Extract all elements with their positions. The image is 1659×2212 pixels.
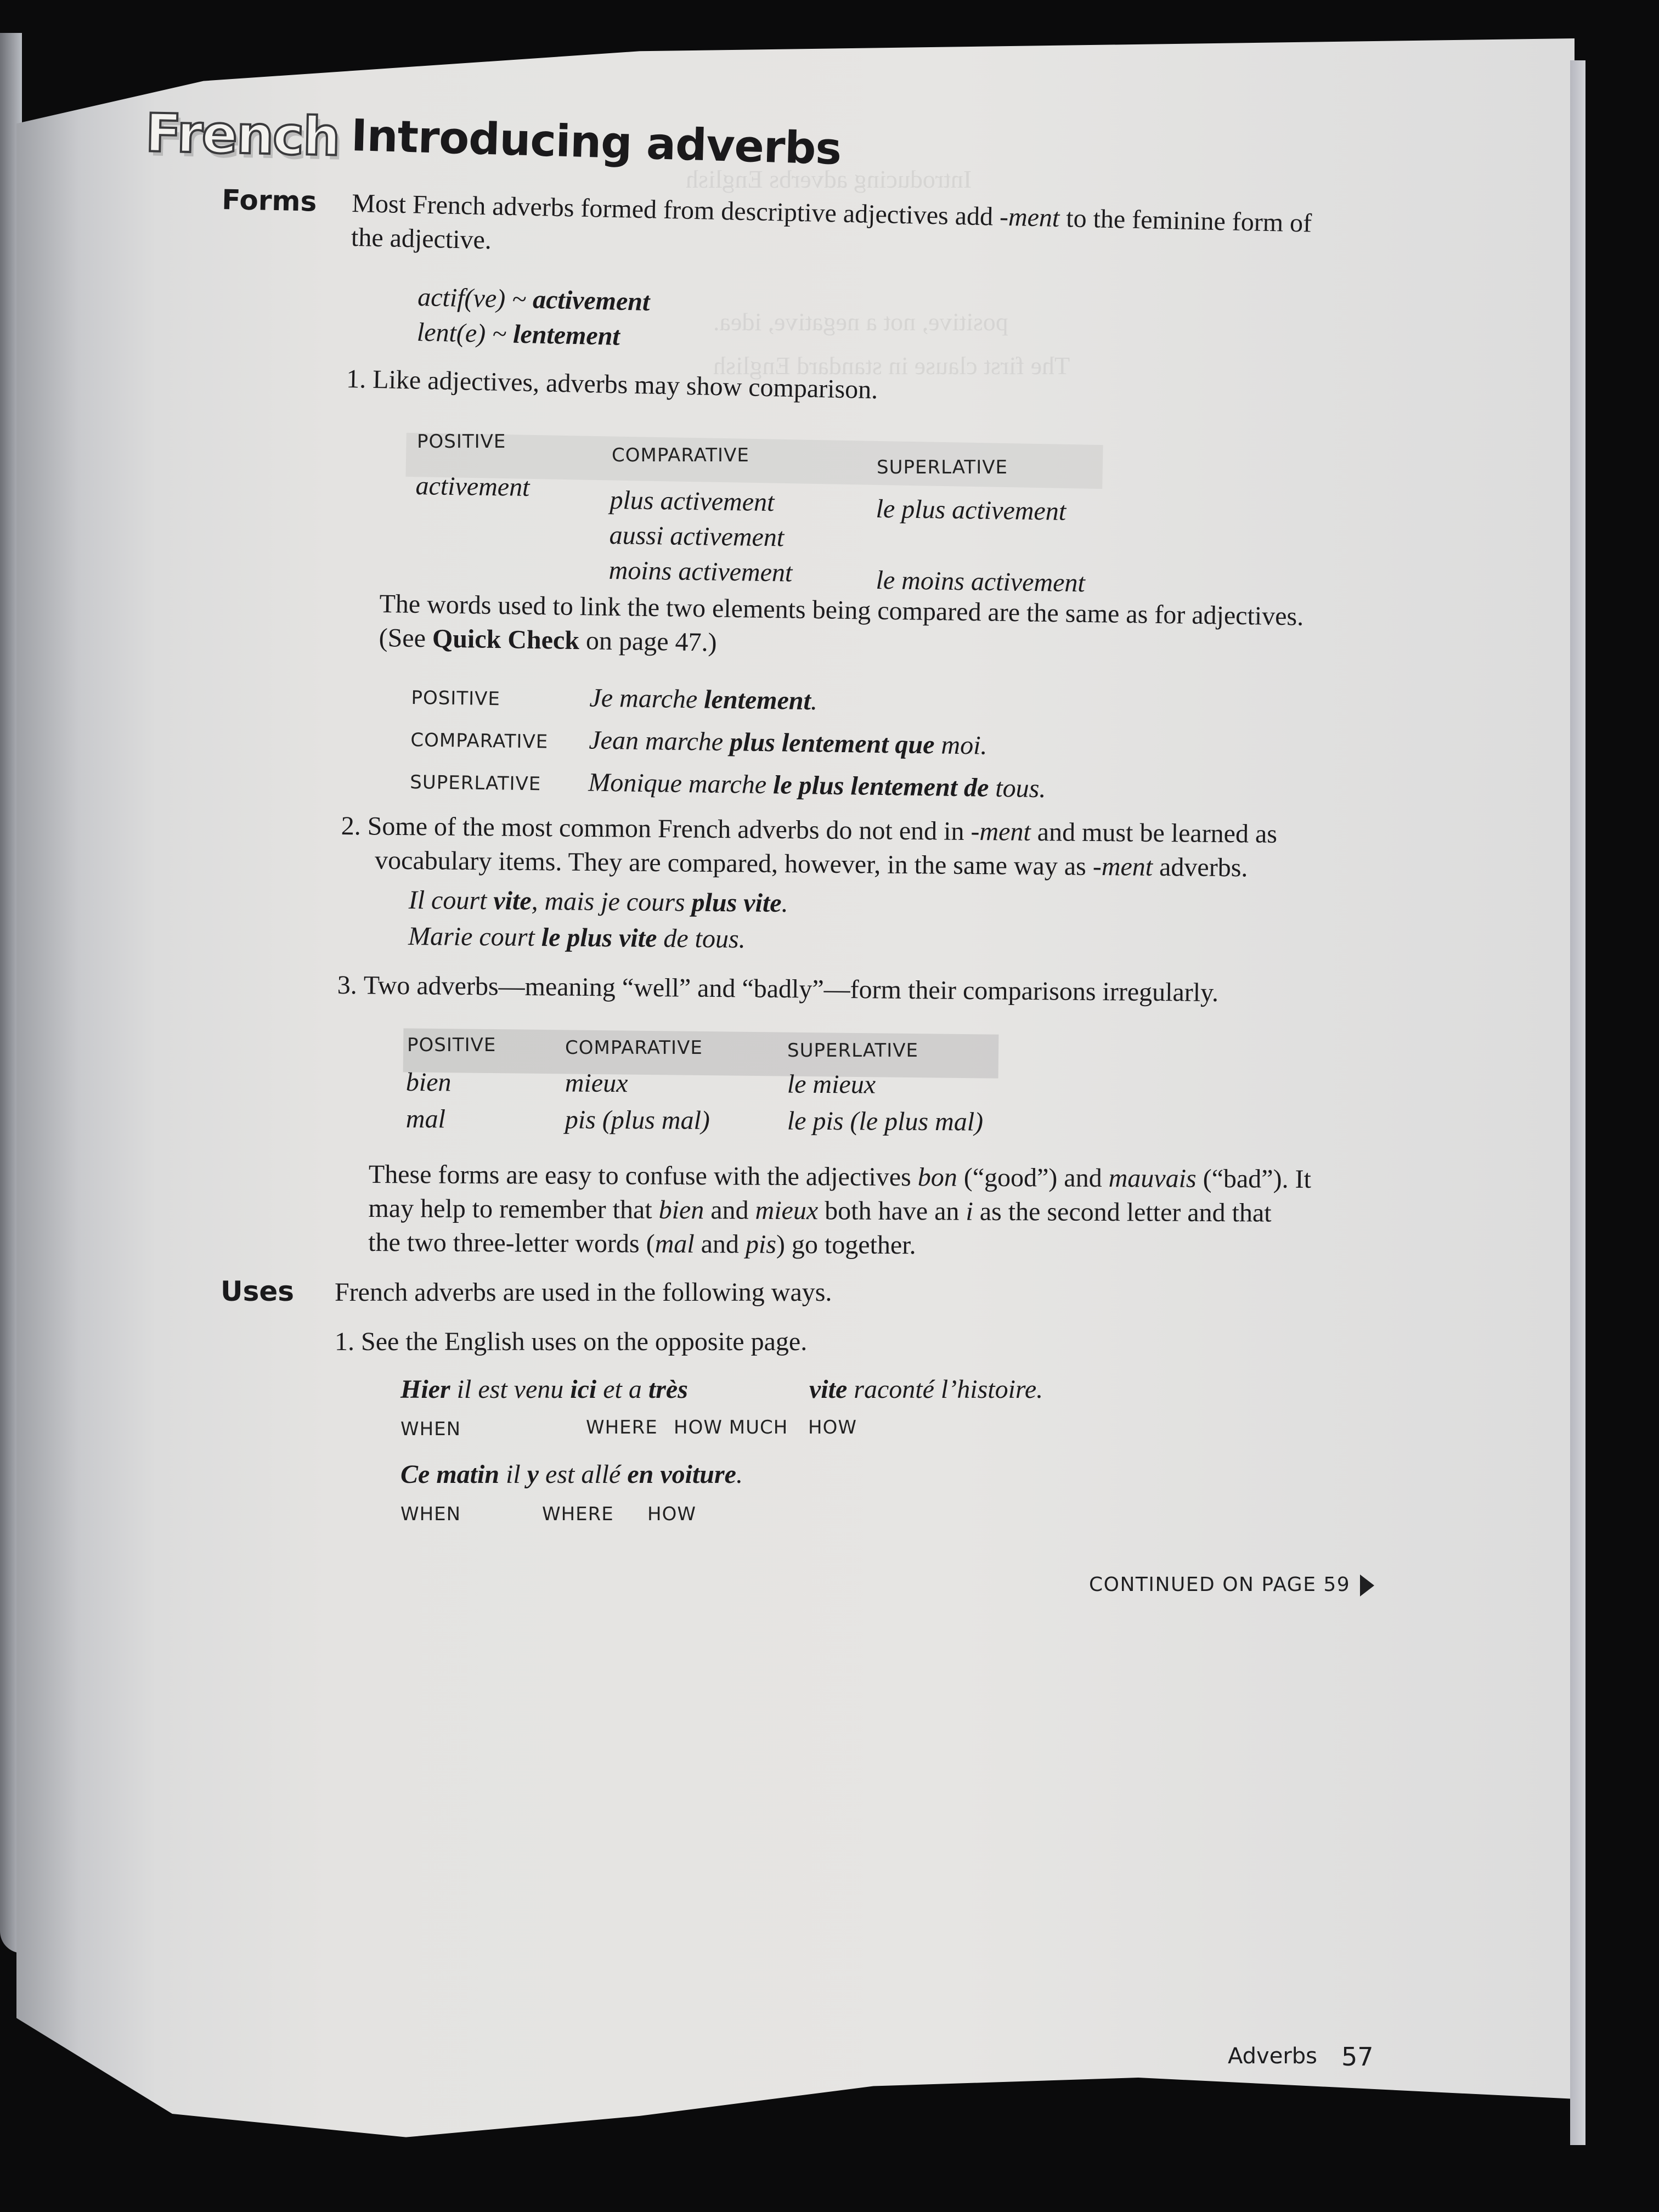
footer-chapter: Adverbs <box>1228 2044 1318 2069</box>
forms-item-1: 1. Like adjectives, adverbs may show comparison. <box>346 364 878 405</box>
table1-header-positive: POSITIVE <box>417 431 506 453</box>
table2-row-bien: bien mieux le mieux <box>405 1068 876 1099</box>
language-logo: French <box>144 102 340 168</box>
uses-item-1: 1. See the English uses on the opposite page. <box>335 1327 808 1356</box>
forms-examples <box>416 280 650 355</box>
table1-header-comparative: COMPARATIVE <box>612 444 749 466</box>
table2-header-comparative: COMPARATIVE <box>565 1037 703 1059</box>
table1-positive: activement <box>415 471 530 502</box>
label-when: WHEN <box>400 1418 461 1440</box>
example-row: Il court vite, mais je cours plus vite. <box>408 885 788 918</box>
page-number: 57 <box>1341 2042 1374 2072</box>
item2-examples <box>408 882 788 958</box>
label-how: HOW <box>647 1503 696 1525</box>
table2-row-mal: mal pis (plus mal) le pis (le plus mal) <box>405 1104 984 1137</box>
section-label-forms: Forms <box>221 184 317 218</box>
example-row: actif(ve) ~ activement <box>417 282 650 317</box>
label-how: HOW <box>808 1417 857 1438</box>
link-words-text: The words used to link the two elements being compared are the same as for adjectives. (See Quick Check on page 47.) <box>379 589 1304 657</box>
continued-note: CONTINUED ON PAGE 59 <box>1089 1573 1374 1596</box>
comparison-sentences <box>410 678 1047 813</box>
label-how-much: HOW MUCH <box>674 1417 788 1438</box>
forms-item-3: 3. Two adverbs—meaning “well” and “badly”—form their comparisons irregularly. <box>337 970 1219 1008</box>
label-where: WHERE <box>586 1417 658 1438</box>
table1-superlative-2: le moins activement <box>876 565 1086 598</box>
example-row: Marie court le plus vite de tous. <box>408 921 746 954</box>
uses-intro: French adverbs are used in the following ways. <box>335 1278 832 1307</box>
quick-check-reference: Quick Check <box>432 624 580 656</box>
triangle-right-icon <box>1360 1575 1374 1596</box>
section-label-uses: Uses <box>221 1276 295 1307</box>
uses-sentence-2: Ce matin il y est allé en voiture. <box>400 1460 743 1489</box>
forms-item-2: 2. Some of the most common French adverbs do not end in -ment and must be learned as vocabulary items. They are compared, however, in the same way as -ment adverbs. <box>341 811 1278 883</box>
label-where: WHERE <box>542 1503 614 1525</box>
table2-header-positive: POSITIVE <box>407 1034 496 1056</box>
sentence-row: POSITIVE Je marche lentement. <box>411 683 818 716</box>
bleed-through-text: Introducing adverbs English <box>686 165 972 193</box>
table2-header-superlative: SUPERLATIVE <box>787 1040 918 1062</box>
bleed-through-text: positive, not a negative, idea. <box>713 308 1008 336</box>
label-when: WHEN <box>400 1503 461 1525</box>
irregular-note: These forms are easy to confuse with the adjectives bon (“good”) and mauvais (“bad”). It may help to remember that bien and mieux both have an i as the second letter and that the two three-letter words (mal and pis) go together. <box>368 1160 1312 1260</box>
bleed-through-text: The first clause in standard English <box>713 352 1070 380</box>
uses-sentence-1-end: vite raconté l’histoire. <box>809 1375 1043 1404</box>
sentence-row: COMPARATIVE Jean marche plus lentement que moi. <box>410 725 988 760</box>
table1-header-superlative: SUPERLATIVE <box>877 456 1008 478</box>
sentence-row: SUPERLATIVE Monique marche le plus lentement de tous. <box>410 768 1046 804</box>
table1-superlative-1: le plus activement <box>876 494 1066 526</box>
example-row: lent(e) ~ lentement <box>416 317 620 351</box>
table1-comparative-column: plus activement aussi activement moins activement <box>608 485 793 588</box>
uses-sentence-1: Hier il est venu ici et a très <box>400 1375 688 1404</box>
forms-intro: Most French adverbs formed from descriptive adjectives add -ment to the feminine form of the adjective. <box>351 188 1312 255</box>
page-title: Introducing adverbs <box>350 110 842 174</box>
